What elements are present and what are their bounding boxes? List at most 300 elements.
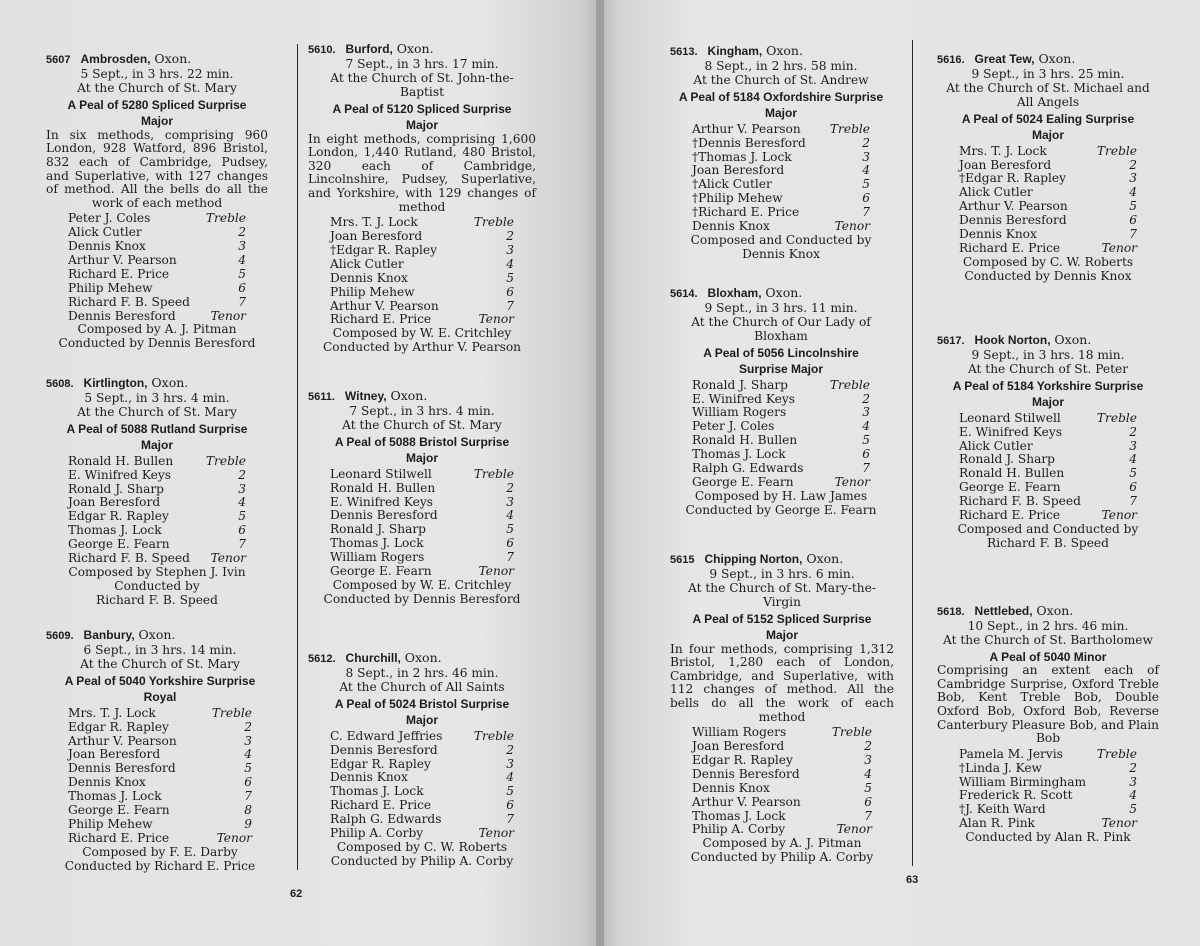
- peal-credit: Dennis Knox: [742, 246, 820, 261]
- ringer-row: [692, 178, 870, 192]
- ringer-row: [692, 206, 870, 220]
- ringer-name: Alick Cutler: [959, 438, 1033, 453]
- peal-title: Royal: [143, 690, 177, 705]
- ringer-row: [692, 462, 870, 476]
- ringer-row: [68, 818, 252, 832]
- bell-position: 5: [506, 784, 514, 799]
- ringer-name: Mrs. T. J. Lock: [959, 143, 1047, 158]
- ringer-row: [330, 827, 514, 841]
- ringer-row: [68, 510, 246, 524]
- peal-credit: Conducted by George E. Fearn: [685, 502, 877, 517]
- ringer-row: [959, 186, 1137, 200]
- bell-position: 5: [1129, 199, 1137, 214]
- ringer-name: †Philip Mehew: [692, 191, 783, 206]
- ringer-row: [959, 762, 1137, 776]
- ringer-name: Dennis Knox: [68, 239, 146, 254]
- ringer-name: Dennis Beresford: [692, 766, 800, 781]
- ringer-list: [692, 123, 870, 234]
- peal-heading: [308, 42, 536, 58]
- ringer-name: Alick Cutler: [959, 185, 1033, 200]
- ringer-row: [959, 200, 1137, 214]
- ringer-row: [959, 159, 1137, 173]
- ringer-row: [68, 735, 252, 749]
- peal-county: Oxon.: [151, 375, 189, 390]
- ringer-name: Joan Beresford: [68, 495, 161, 510]
- ringer-row: [68, 296, 246, 310]
- bell-position: 5: [862, 177, 870, 192]
- ringer-name: E. Winifred Keys: [692, 391, 795, 406]
- peal-church: At the Church of St. Mary: [77, 80, 237, 95]
- peal-credit: Conducted by Philip A. Corby: [690, 850, 874, 865]
- ringer-row: [959, 495, 1137, 509]
- bell-position: Treble: [205, 211, 246, 226]
- peal-credit: Conducted by Alan R. Pink: [965, 830, 1131, 845]
- ringer-row: [959, 228, 1137, 242]
- ringer-name: Peter J. Coles: [692, 419, 775, 434]
- peal-date: 5 Sept., in 3 hrs. 4 min.: [84, 390, 230, 405]
- peal-description: Comprising an extent each of Cambridge Surprise, Oxford Treble Bob, Kent Treble Bob, Double Oxford Bob, Oxford Bob, Reverse Canterbury Pleasure Bob, and Plain Bob: [937, 663, 1159, 746]
- ringer-row: [330, 813, 514, 827]
- peal-credit: Composed by Stephen J. Ivin: [68, 564, 246, 579]
- ringer-list: [330, 468, 514, 579]
- ringer-name: Edgar R. Rapley: [330, 756, 431, 771]
- ringer-name: Mrs. T. J. Lock: [68, 705, 156, 720]
- ringer-name: Joan Beresford: [330, 229, 423, 244]
- ringer-name: †Edgar R. Rapley: [330, 242, 438, 257]
- ringer-row: [330, 565, 514, 579]
- ringer-row: [330, 551, 514, 565]
- peal-title: A Peal of 5088 Bristol Surprise: [334, 434, 510, 449]
- bell-position: 3: [862, 149, 870, 164]
- ringer-name: Richard F. B. Speed: [68, 550, 190, 565]
- bell-position: 6: [862, 191, 870, 206]
- ringer-row: [330, 730, 514, 744]
- peal-number: 5610.: [308, 44, 336, 56]
- ringer-row: [959, 172, 1137, 186]
- bell-position: 4: [238, 495, 246, 510]
- peal-number: 5616.: [937, 54, 965, 66]
- bell-position: 3: [238, 239, 246, 254]
- peal-heading: [937, 604, 1159, 620]
- ringer-row: [959, 748, 1137, 762]
- peal-title: A Peal of 5024 Ealing Surprise: [961, 111, 1135, 126]
- ringer-row: [330, 523, 514, 537]
- ringer-row: [959, 776, 1137, 790]
- ringer-name: Leonard Stilwell: [959, 410, 1061, 425]
- peal-credit: Conducted by Dennis Knox: [964, 268, 1132, 283]
- peal-town: Kirtlington,: [83, 376, 148, 390]
- peal-number: 5607: [46, 54, 71, 66]
- ringer-name: Dennis Knox: [330, 770, 408, 785]
- ringer-name: Thomas J. Lock: [68, 523, 162, 538]
- peal-church: At the Church of St. Michael and: [946, 80, 1150, 95]
- bell-position: 3: [1129, 774, 1137, 789]
- bell-position: 3: [864, 752, 872, 767]
- bell-position: 7: [1129, 226, 1137, 241]
- peal-county: Oxon.: [1036, 603, 1074, 618]
- ringer-name: Dennis Knox: [692, 780, 770, 795]
- ringer-row: [692, 768, 872, 782]
- ringer-name: Dennis Knox: [68, 775, 146, 790]
- peal-title: A Peal of 5184 Oxfordshire Surprise: [678, 89, 884, 104]
- peal-county: Oxon.: [154, 51, 192, 66]
- ringer-row: [68, 455, 246, 469]
- peal-title: A Peal of 5040 Minor: [989, 649, 1107, 664]
- bell-position: Tenor: [834, 474, 870, 489]
- bell-position: Treble: [831, 725, 872, 740]
- bell-position: Tenor: [210, 308, 246, 323]
- peal-heading: [670, 44, 892, 60]
- ringer-list: [68, 707, 252, 846]
- ringer-row: [692, 420, 870, 434]
- bell-position: Tenor: [1101, 816, 1137, 831]
- bell-position: 4: [864, 766, 872, 781]
- ringer-name: Edgar R. Rapley: [692, 752, 793, 767]
- ringer-name: Thomas J. Lock: [692, 447, 786, 462]
- bell-position: 7: [862, 460, 870, 475]
- bell-position: Tenor: [836, 822, 872, 837]
- ringer-row: [68, 524, 246, 538]
- ringer-row: [330, 286, 514, 300]
- bell-position: 7: [1129, 494, 1137, 509]
- ringer-row: [692, 823, 872, 837]
- bell-position: 6: [506, 798, 514, 813]
- bell-position: 4: [862, 163, 870, 178]
- ringer-list: [692, 726, 872, 837]
- bell-position: 3: [506, 756, 514, 771]
- ringer-name: †Richard E. Price: [692, 205, 800, 220]
- ringer-name: Dennis Knox: [959, 226, 1037, 241]
- bell-position: 2: [506, 229, 514, 244]
- ringer-name: Alan R. Pink: [959, 816, 1035, 831]
- ringer-name: Peter J. Coles: [68, 211, 151, 226]
- ringer-list: [330, 730, 514, 841]
- bell-position: 5: [238, 266, 246, 281]
- ringer-name: †Edgar R. Rapley: [959, 171, 1067, 186]
- ringer-row: [692, 393, 870, 407]
- ringer-name: William Rogers: [692, 405, 787, 420]
- ringer-row: [68, 496, 246, 510]
- peal-record: [46, 376, 268, 608]
- bell-position: 4: [1129, 452, 1137, 467]
- peal-county: Oxon.: [1038, 51, 1076, 66]
- bell-position: 2: [238, 225, 246, 240]
- peal-record: [46, 52, 268, 351]
- ringer-name: Arthur V. Pearson: [959, 199, 1068, 214]
- peal-title: Major: [140, 114, 173, 129]
- bell-position: 9: [244, 816, 252, 831]
- ringer-row: [68, 832, 252, 846]
- ringer-name: E. Winifred Keys: [330, 494, 433, 509]
- peal-date: 5 Sept., in 3 hrs. 22 min.: [80, 66, 234, 81]
- ringer-name: Ronald H. Bullen: [692, 433, 798, 448]
- ringer-name: Dennis Knox: [330, 270, 408, 285]
- peal-title: A Peal of 5184 Yorkshire Surprise: [952, 378, 1144, 393]
- bell-position: Treble: [205, 453, 246, 468]
- ringer-row: [692, 406, 870, 420]
- peal-county: Oxon.: [390, 388, 428, 403]
- peal-county: Oxon.: [766, 43, 803, 58]
- ringer-row: [692, 726, 872, 740]
- ringer-row: [692, 151, 870, 165]
- ringer-row: [692, 754, 872, 768]
- bell-position: 6: [1129, 213, 1137, 228]
- ringer-row: [692, 810, 872, 824]
- ringer-name: E. Winifred Keys: [68, 467, 171, 482]
- ringer-row: [68, 268, 246, 282]
- ringer-row: [330, 758, 514, 772]
- bell-position: 7: [506, 298, 514, 313]
- bell-position: 2: [506, 480, 514, 495]
- peal-heading: [937, 333, 1159, 349]
- bell-position: 3: [1129, 171, 1137, 186]
- ringer-name: Ronald J. Sharp: [692, 377, 788, 392]
- peal-church: At the Church of St. Mary: [77, 404, 237, 419]
- ringer-name: Richard F. B. Speed: [68, 294, 190, 309]
- ringer-row: [68, 721, 252, 735]
- ringer-name: Joan Beresford: [68, 747, 161, 762]
- page-number-left: 62: [290, 888, 303, 900]
- ringer-row: [330, 799, 514, 813]
- peal-title: Surprise Major: [738, 362, 824, 377]
- peal-date: 9 Sept., in 3 hrs. 11 min.: [704, 300, 858, 315]
- bell-position: 6: [1129, 480, 1137, 495]
- ringer-list: [959, 748, 1137, 831]
- ringer-name: Pamela M. Jervis: [959, 746, 1063, 761]
- peal-credit: Conducted by Dennis Beresford: [323, 591, 521, 606]
- bell-position: Tenor: [478, 563, 514, 578]
- ringer-name: Richard E. Price: [68, 830, 170, 845]
- bell-position: 4: [862, 419, 870, 434]
- bell-position: Tenor: [478, 312, 514, 327]
- ringer-name: †Linda J. Kew: [959, 760, 1042, 775]
- peal-record: [670, 552, 894, 865]
- ringer-row: [692, 476, 870, 490]
- ringer-name: Thomas J. Lock: [330, 784, 424, 799]
- peal-church: At the Church of St. Mary: [342, 417, 502, 432]
- peal-date: 9 Sept., in 3 hrs. 18 min.: [971, 347, 1125, 362]
- ringer-row: [330, 230, 514, 244]
- peal-church: At the Church of St. Mary: [80, 656, 240, 671]
- ringer-name: Ronald J. Sharp: [959, 452, 1055, 467]
- peal-town: Kingham,: [707, 44, 763, 58]
- ringer-name: Alick Cutler: [330, 256, 404, 271]
- bell-position: 5: [864, 780, 872, 795]
- ringer-name: George E. Fearn: [959, 480, 1061, 495]
- bell-position: 7: [506, 812, 514, 827]
- peal-credit: Composed by C. W. Roberts: [336, 839, 508, 854]
- ringer-row: [959, 467, 1137, 481]
- ringer-name: †Dennis Beresford: [692, 135, 806, 150]
- ringer-name: Philip A. Corby: [330, 825, 424, 840]
- peal-record: [46, 628, 274, 873]
- peal-credit: Composed by A. J. Pitman: [702, 836, 862, 851]
- ringer-row: [68, 762, 252, 776]
- ringer-row: [330, 744, 514, 758]
- ringer-row: [330, 496, 514, 510]
- peal-church: At the Church of St. Peter: [967, 361, 1129, 376]
- ringer-row: [330, 537, 514, 551]
- ringer-name: Richard F. B. Speed: [959, 494, 1081, 509]
- ringer-row: [68, 240, 246, 254]
- peal-number: 5613.: [670, 46, 698, 58]
- bell-position: 5: [244, 761, 252, 776]
- bell-position: 6: [238, 280, 246, 295]
- bell-position: Treble: [473, 215, 514, 230]
- ringer-list: [68, 455, 246, 566]
- bell-position: Treble: [1096, 746, 1137, 761]
- peal-town: Bloxham,: [707, 286, 762, 300]
- ringer-name: †Thomas J. Lock: [692, 149, 792, 164]
- peal-title: Major: [405, 713, 438, 728]
- ringer-name: Dennis Beresford: [68, 308, 176, 323]
- peal-description: In six methods, comprising 960 London, 928 Watford, 896 Bristol, 832 each of Cambridge, Pudsey, and Superlative, with 127 changes of method. All the bells do all the work of each method: [46, 127, 268, 210]
- ringer-row: [959, 145, 1137, 159]
- ringer-name: Ronald J. Sharp: [68, 481, 164, 496]
- peal-date: 7 Sept., in 3 hrs. 17 min.: [345, 56, 499, 71]
- ringer-name: Richard E. Price: [68, 266, 170, 281]
- ringer-row: [330, 244, 514, 258]
- ringer-list: [68, 212, 246, 323]
- ringer-name: Richard E. Price: [959, 507, 1061, 522]
- peal-heading: [308, 389, 536, 405]
- ringer-row: [68, 804, 252, 818]
- ringer-name: George E. Fearn: [68, 802, 170, 817]
- ringer-row: [959, 817, 1137, 831]
- peal-church: At the Church of St. Bartholomew: [943, 632, 1153, 647]
- bell-position: 4: [506, 508, 514, 523]
- ringer-row: [330, 771, 514, 785]
- ringer-name: William Rogers: [330, 550, 425, 565]
- bell-position: Treble: [829, 121, 870, 136]
- ringer-row: [330, 482, 514, 496]
- peal-heading: [308, 651, 536, 667]
- bell-position: Treble: [829, 377, 870, 392]
- peal-county: Oxon.: [138, 627, 176, 642]
- ringer-name: George E. Fearn: [68, 537, 170, 552]
- ringer-row: [959, 789, 1137, 803]
- ringer-name: Thomas J. Lock: [330, 536, 424, 551]
- bell-position: Tenor: [834, 218, 870, 233]
- ringer-row: [68, 538, 246, 552]
- ringer-name: Ronald J. Sharp: [330, 522, 426, 537]
- column-rule-right: [912, 40, 913, 866]
- peal-title: Major: [1031, 395, 1064, 410]
- peal-county: Oxon.: [396, 41, 434, 56]
- page-number-right: 63: [906, 874, 919, 886]
- ringer-row: [68, 469, 246, 483]
- peal-title: A Peal of 5024 Bristol Surprise: [334, 696, 510, 711]
- peal-heading: [937, 52, 1159, 68]
- bell-position: Treble: [473, 728, 514, 743]
- bell-position: 4: [244, 747, 252, 762]
- peal-title: Major: [765, 628, 798, 643]
- peal-heading: [46, 52, 268, 68]
- ringer-row: [68, 790, 252, 804]
- peal-credit: Composed by A. J. Pitman: [77, 322, 237, 337]
- ringer-row: [68, 226, 246, 240]
- bell-position: 5: [506, 522, 514, 537]
- bell-position: 6: [864, 794, 872, 809]
- ringer-row: [959, 426, 1137, 440]
- ringer-name: Dennis Beresford: [68, 761, 176, 776]
- ringer-row: [68, 552, 246, 566]
- ringer-name: Dennis Beresford: [330, 508, 438, 523]
- ringer-row: [692, 448, 870, 462]
- ringer-name: Richard E. Price: [959, 240, 1061, 255]
- ringer-row: [692, 796, 872, 810]
- peal-number: 5608.: [46, 378, 74, 390]
- peal-credit: Conducted by Dennis Beresford: [58, 336, 256, 351]
- peal-title: A Peal of 5056 Lincolnshire: [703, 345, 859, 360]
- bell-position: 3: [506, 242, 514, 257]
- peal-title: A Peal of 5088 Rutland Surprise: [66, 421, 248, 436]
- ringer-row: [692, 782, 872, 796]
- ringer-row: [68, 707, 252, 721]
- ringer-row: [692, 137, 870, 151]
- peal-credit: Richard F. B. Speed: [987, 535, 1109, 550]
- ringer-row: [330, 468, 514, 482]
- peal-credit: Conducted by Richard E. Price: [64, 858, 256, 873]
- bell-position: 2: [1129, 760, 1137, 775]
- peal-record: [308, 389, 536, 607]
- ringer-row: [692, 192, 870, 206]
- ringer-row: [692, 123, 870, 137]
- ringer-name: Philip A. Corby: [692, 822, 786, 837]
- bell-position: 7: [238, 537, 246, 552]
- peal-church: Baptist: [400, 84, 444, 99]
- ringer-row: [959, 242, 1137, 256]
- peal-church: At the Church of St. Andrew: [693, 72, 869, 87]
- column-rule-left: [297, 44, 298, 870]
- ringer-row: [68, 212, 246, 226]
- bell-position: 4: [506, 770, 514, 785]
- ringer-row: [330, 216, 514, 230]
- peal-number: 5609.: [46, 630, 74, 642]
- ringer-name: Leonard Stilwell: [330, 466, 432, 481]
- peal-credit: Composed by W. E. Critchley: [332, 577, 512, 592]
- ringer-name: Frederick R. Scott: [959, 788, 1073, 803]
- peal-town: Hook Norton,: [974, 333, 1051, 347]
- bell-position: 4: [506, 256, 514, 271]
- ringer-name: Ralph G. Edwards: [330, 812, 442, 827]
- ringer-row: [959, 481, 1137, 495]
- peal-credit: Composed and Conducted by: [690, 232, 872, 247]
- ringer-name: Joan Beresford: [692, 163, 785, 178]
- ringer-name: Ralph G. Edwards: [692, 460, 804, 475]
- peal-number: 5617.: [937, 335, 965, 347]
- bell-position: 3: [506, 494, 514, 509]
- peal-credit: Conducted by Philip A. Corby: [330, 853, 514, 868]
- peal-title: A Peal of 5280 Spliced Surprise: [67, 97, 247, 112]
- peal-title: Major: [405, 451, 438, 466]
- ringer-name: Thomas J. Lock: [68, 789, 162, 804]
- ringer-name: Joan Beresford: [692, 739, 785, 754]
- ringer-row: [959, 509, 1137, 523]
- peal-heading: [46, 376, 268, 392]
- bell-position: Treble: [1096, 410, 1137, 425]
- peal-church: At the Church of St. Mary-the-: [688, 580, 876, 595]
- bell-position: 3: [244, 733, 252, 748]
- peal-heading: [670, 286, 892, 302]
- bell-position: Tenor: [216, 830, 252, 845]
- ringer-row: [330, 509, 514, 523]
- peal-number: 5615: [670, 554, 695, 566]
- ringer-name: George E. Fearn: [692, 474, 794, 489]
- peal-date: 8 Sept., in 2 hrs. 58 min.: [704, 58, 858, 73]
- bell-position: 6: [244, 775, 252, 790]
- peal-credit: Composed by C. W. Roberts: [962, 254, 1134, 269]
